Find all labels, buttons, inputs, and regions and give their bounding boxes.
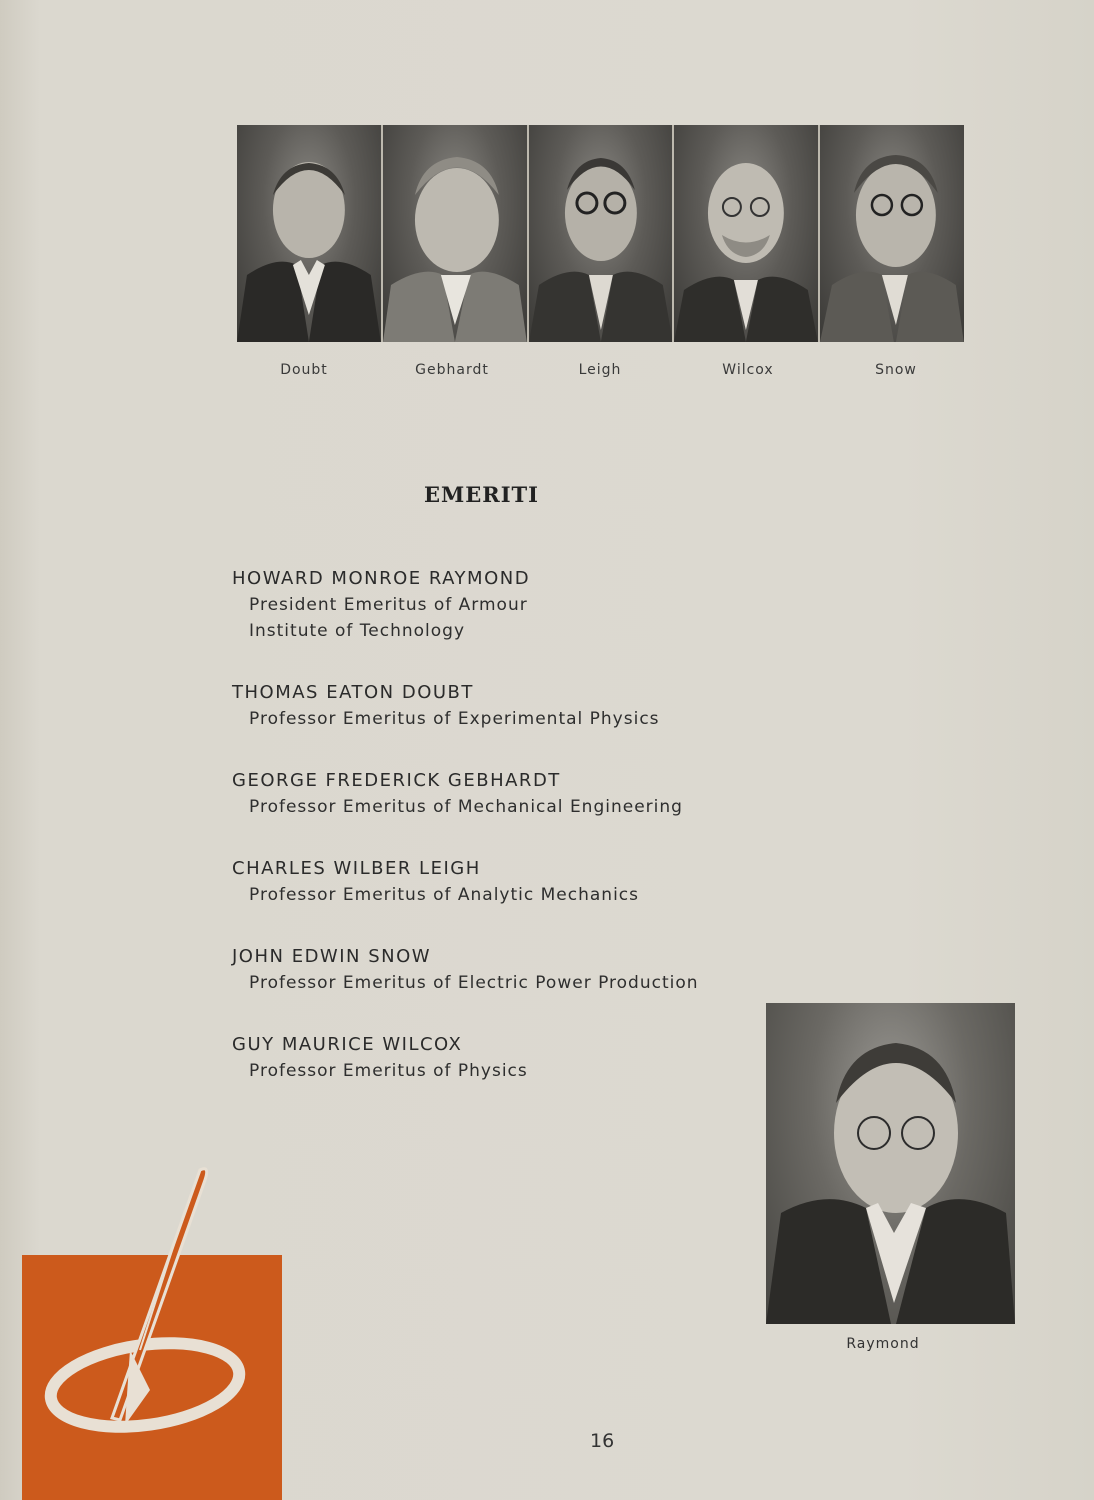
list-item [232, 680, 752, 732]
page-heading: EMERITI [424, 482, 539, 507]
emeriti-list [232, 566, 752, 1120]
list-item [232, 566, 752, 644]
entry-title: Professor Emeritus of Experimental Physics [249, 709, 660, 729]
portrait-strip [237, 125, 964, 342]
entry-title: Professor Emeritus of Electric Power Production [249, 973, 699, 993]
portrait-snow [820, 125, 964, 342]
list-item [232, 1032, 752, 1084]
caption-gebhardt: Gebhardt [415, 362, 489, 378]
entry-name: HOWARD MONROE RAYMOND [232, 568, 531, 589]
entry-name: GEORGE FREDERICK GEBHARDT [232, 770, 561, 791]
entry-name: THOMAS EATON DOUBT [232, 682, 474, 703]
entry-name: JOHN EDWIN SNOW [232, 946, 432, 967]
entry-title: Professor Emeritus of Analytic Mechanics [249, 885, 639, 905]
list-item [232, 856, 752, 908]
list-item [232, 944, 752, 996]
page-number: 16 [590, 1430, 615, 1452]
entry-title-line2: Institute of Technology [249, 621, 466, 641]
caption-raymond: Raymond [846, 1336, 920, 1352]
entry-title: Professor Emeritus of Physics [249, 1061, 528, 1081]
entry-name: GUY MAURICE WILCOX [232, 1034, 463, 1055]
portrait-leigh [529, 125, 673, 342]
portrait-raymond [766, 1003, 1015, 1324]
portrait-gebhardt [383, 125, 527, 342]
portrait-doubt [237, 125, 381, 342]
portrait-captions [230, 362, 970, 378]
pen-emblem-icon [0, 1150, 300, 1500]
list-item [232, 768, 752, 820]
caption-snow: Snow [875, 362, 917, 378]
caption-wilcox: Wilcox [722, 362, 774, 378]
entry-name: CHARLES WILBER LEIGH [232, 858, 481, 879]
entry-title: Professor Emeritus of Mechanical Engineering [249, 797, 683, 817]
caption-doubt: Doubt [280, 362, 328, 378]
caption-leigh: Leigh [578, 362, 622, 378]
portrait-wilcox [674, 125, 818, 342]
entry-title: President Emeritus of Armour [249, 595, 528, 615]
